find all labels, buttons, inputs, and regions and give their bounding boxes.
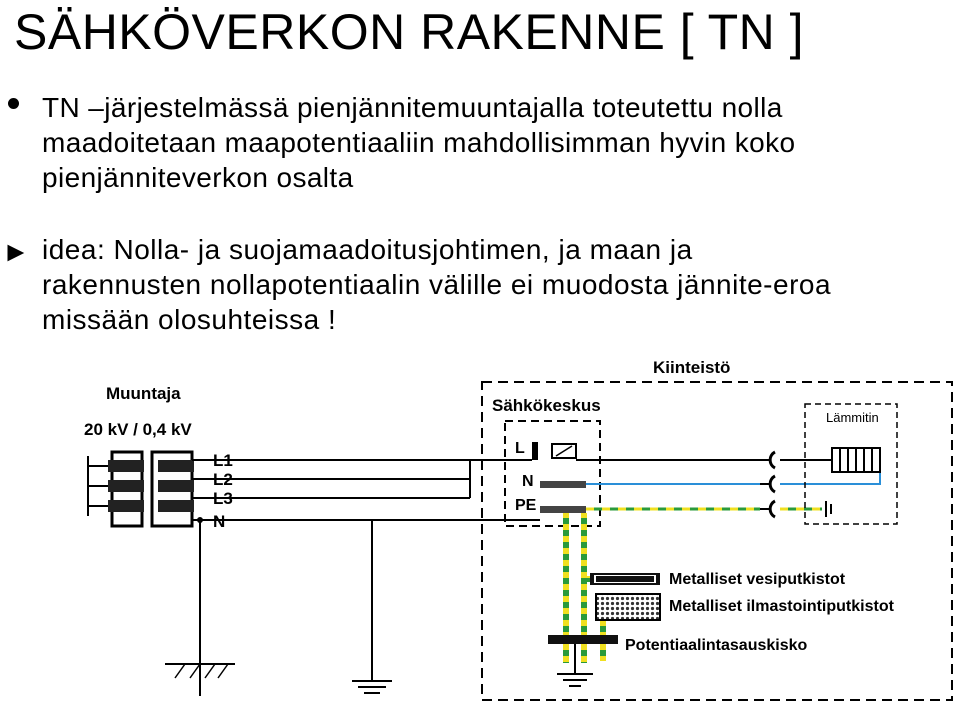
water-pipes-label: Metalliset vesiputkistot <box>669 571 846 588</box>
conductor-label-n: N <box>213 512 226 531</box>
property-label: Kiinteistö <box>653 358 731 377</box>
transformer-rating: 20 kV / 0,4 kV <box>84 420 192 439</box>
transformer-core-icon <box>88 452 194 526</box>
pe-bar <box>540 506 586 513</box>
equipotential-bonding <box>548 513 895 663</box>
heater-label: Lämmitin <box>826 410 879 425</box>
transformer-title: Muuntaja <box>106 384 181 403</box>
distribution-lines <box>192 460 540 523</box>
conductor-label-l1: L1 <box>213 451 233 470</box>
bullet-1-text: TN –järjestelmässä pienjännitemuuntajalla toteutettu nolla maadoitetaan maapotentiaaliin mahdollisimman hyvin koko pienjänniteverkon osalta <box>42 92 796 193</box>
bullet-dot-icon <box>8 98 19 109</box>
transformer <box>84 384 233 531</box>
ventilation-pipe-icon <box>596 594 660 620</box>
panel-terminal-n: N <box>522 473 534 490</box>
conductor-label-l2: L2 <box>213 470 233 489</box>
water-pipe-icon <box>590 573 660 585</box>
panel-terminal-l: L <box>515 440 525 457</box>
bullet-point-2 <box>0 232 955 337</box>
network-earth-icon <box>352 520 392 693</box>
circuit-breaker-icon <box>532 442 576 460</box>
bullet-2-rest: rakennusten nollapotentiaalin välille ei muodosta jännite-eroa missään olosuhteissa ! <box>42 269 832 335</box>
bullet-2-line1: idea: Nolla- ja suojamaadoitusjohtimen, ja maan ja <box>42 234 693 265</box>
slide-title: SÄHKÖVERKON RAKENNE [ TN ] <box>14 4 805 60</box>
heater-icon <box>832 448 880 472</box>
building-earth-icon <box>557 644 593 686</box>
heater <box>805 404 897 524</box>
bonding-bar-icon <box>548 635 618 644</box>
arrow-bullet-icon: ► <box>2 236 30 267</box>
panel-terminal-pe: PE <box>515 497 537 514</box>
transformer-earth-icon <box>165 520 235 696</box>
panel-label: Sähkökeskus <box>492 396 601 415</box>
ventilation-pipes-label: Metalliset ilmastointiputkistot <box>669 598 894 615</box>
tn-network-diagram <box>0 356 960 706</box>
neutral-bar <box>540 481 586 488</box>
bonding-bar-label: Potentiaalintasauskisko <box>625 637 808 654</box>
conductor-label-l3: L3 <box>213 489 233 508</box>
